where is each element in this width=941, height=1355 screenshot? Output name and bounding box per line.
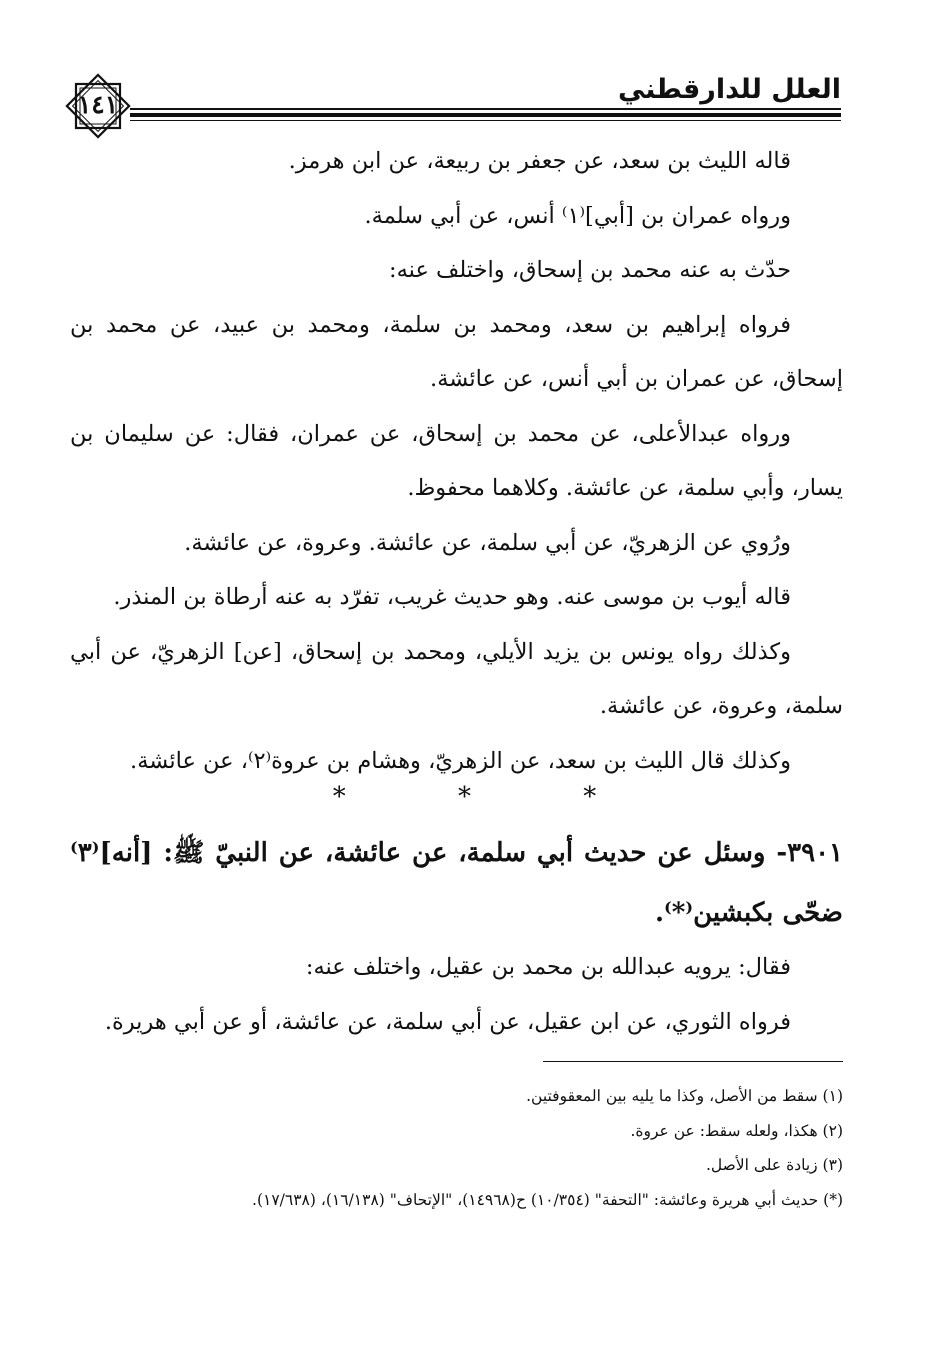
paragraph: قاله أيوب بن موسى عنه. وهو حديث غريب، تفرّد به عنه أرطاة بن المنذر. [113,584,791,610]
page-number-badge [62,70,134,142]
paragraph: حدّث به عنه محمد بن إسحاق، واختلف عنه: [389,257,791,283]
paragraph: فرواه الثوري، عن ابن عقيل، عن أبي سلمة، عن عائشة، أو عن أبي هريرة. [104,1009,791,1035]
paragraph: ورواه عبدالأعلى، عن محمد بن إسحاق، عن عمران، فقال: عن سليمان بن يسار، وأبي سلمة، عن عائشة. وكلاهما محفوظ. [70,420,843,501]
header-rule [130,108,841,121]
footnote: (١) سقط من الأصل، وكذا ما يليه بين المعقوفتين. [526,1087,843,1105]
paragraph: ورواه عمران بن [أبي]⁽١⁾ أنس، عن أبي سلمة. [364,202,791,229]
footnotes [70,1079,843,1217]
section-separator: * * * [332,782,649,812]
footnote: (٣) زيادة على الأصل. [705,1156,843,1174]
footnote: (*) حديث أبي هريرة وعائشة: "التحفة" (١٠/٣٥٤) ح(١٤٩٦٨)، "الإتحاف" (١٦/١٣٨)، (١٧/٦٣٨). [252,1190,843,1209]
paragraph: وكذلك رواه يونس بن يزيد الأيلي، ومحمد بن إسحاق، [عن] الزهريّ، عن أبي سلمة، وعروة، عن عائشة. [70,638,843,719]
running-header-title: العلل للدارقطني [617,74,841,105]
paragraph: فقال: يرويه عبدالله بن محمد بن عقيل، واختلف عنه: [305,954,791,980]
question-heading: ٣٩٠١- وسئل عن حديث أبي سلمة، عن عائشة، عن النبيّ ﷺ: [أنه]⁽٣⁾ ضحّى بكبشين⁽*⁾. [70,838,843,928]
paragraph: فرواه إبراهيم بن سعد، ومحمد بن سلمة، ومحمد بن عبيد، عن محمد بن إسحاق، عن عمران بن أبي أنس، عن عائشة. [70,311,843,392]
main-text [70,134,843,788]
footnote-rule [543,1061,843,1062]
main-text-continued [70,940,843,1050]
footnote: (٢) هكذا، ولعله سقط: عن عروة. [630,1121,843,1140]
page-number: ١٤١ [77,90,119,119]
paragraph: ورُوي عن الزهريّ، عن أبي سلمة، عن عائشة. وعروة، عن عائشة. [184,529,791,556]
paragraph: قاله الليث بن سعد، عن جعفر بن ربيعة، عن ابن هرمز. [288,148,791,174]
paragraph: وكذلك قال الليث بن سعد، عن الزهريّ، وهشام بن عروة⁽٢⁾، عن عائشة. [130,747,791,774]
